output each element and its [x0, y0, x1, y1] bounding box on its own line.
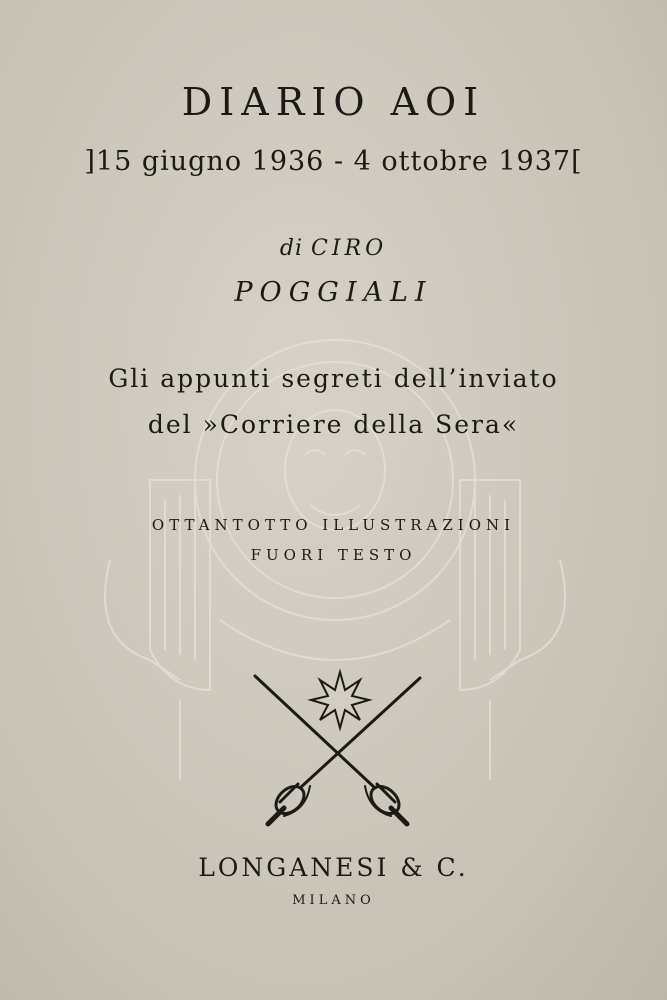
star-crossed-swords-emblem-icon — [245, 668, 425, 833]
publisher-name: LONGANESI & C. — [198, 853, 469, 882]
author-byline — [0, 236, 667, 261]
by-prefix: di — [279, 236, 303, 261]
illustrations-line-2: FUORI TESTO — [250, 546, 417, 564]
publisher-city: MILANO — [292, 893, 375, 908]
subtitle-line-1: Gli appunti segreti dell’inviato — [108, 364, 559, 393]
subtitle-line-2: del »Corriere della Sera« — [147, 410, 520, 439]
date-range: ]15 giugno 1936 - 4 ottobre 1937[ — [84, 146, 583, 177]
author-first-name: CIRO — [311, 236, 388, 261]
illustrations-line-1: OTTANTOTTO ILLUSTRAZIONI — [151, 516, 516, 534]
book-title: DIARIO AOI — [181, 80, 486, 124]
author-last-name: POGGIALI — [234, 277, 433, 308]
